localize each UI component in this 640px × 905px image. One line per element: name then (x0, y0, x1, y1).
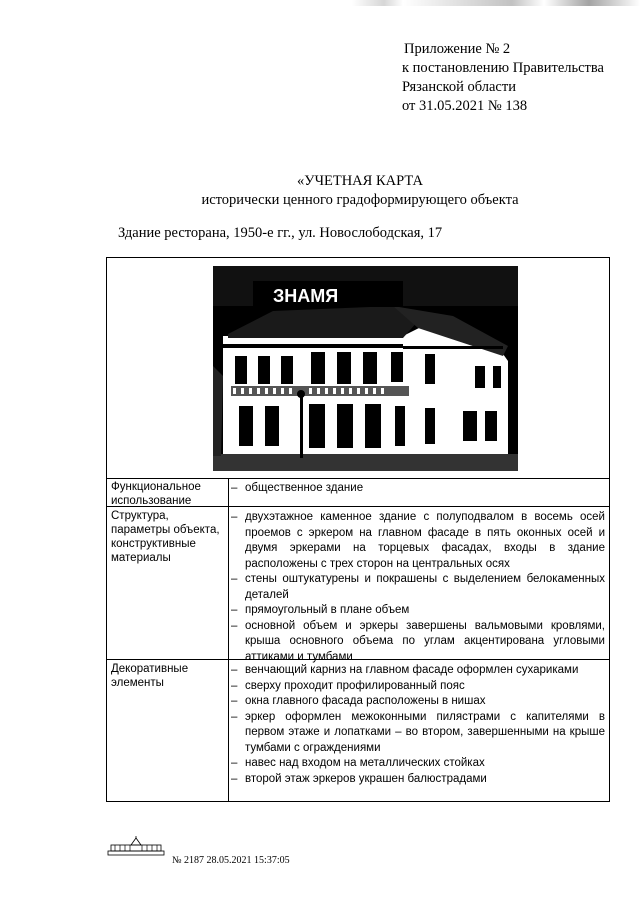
dash-marker: – (231, 511, 238, 523)
item-text: общественное здание (245, 482, 364, 494)
row-items (231, 510, 605, 665)
item-text: эркер оформлен межоконными пилястрами с капителями в первом этаже и лопатками – во втором, завершенными на крыше тумбами с ограждениями (245, 710, 605, 754)
column-divider (228, 478, 229, 506)
item-text: стены оштукатурены и покрашены с выделением белокаменных деталей (245, 573, 605, 601)
row-structure (107, 507, 609, 663)
sign-text: ЗНАМЯ (273, 286, 339, 306)
item-text: сверху проходит профилированный пояс (245, 679, 465, 692)
row-decorative (107, 660, 609, 801)
dash-marker: – (231, 664, 238, 676)
list-item (231, 679, 605, 695)
row-label: Декоративные элементы (111, 663, 189, 689)
list-item (231, 619, 605, 666)
appendix-date: от 31.05.2021 № 138 (402, 98, 528, 114)
dash-marker: – (231, 710, 238, 723)
dash-marker: – (231, 573, 238, 585)
title-line-1: «УЧЕТНАЯ КАРТА (297, 173, 423, 189)
list-item (231, 572, 605, 603)
dash-marker: – (231, 604, 238, 616)
dash-marker: – (231, 482, 238, 494)
dash-marker: – (231, 619, 238, 632)
dash-marker: – (231, 679, 238, 692)
list-item (231, 756, 605, 772)
item-text: венчающий карниз на главном фасаде оформлен сухариками (245, 664, 579, 676)
list-item (231, 481, 605, 497)
list-item (231, 603, 605, 619)
scan-edge (0, 0, 640, 6)
row-label: Структура, параметры объекта, конструктивные материалы (111, 510, 220, 564)
row-label: Функциональное использование (111, 481, 201, 507)
list-item (231, 510, 605, 572)
item-text: основной объем и эркеры завершены вальмовыми кровлями, крыша основного объема по углам акцентирована угловыми аттиками и тумбами (245, 619, 605, 663)
appendix-decree: к постановлению Правительства (402, 60, 604, 76)
column-divider (228, 507, 229, 659)
item-text: навес над входом на металлических стойках (245, 757, 485, 769)
item-text: двухэтажное каменное здание с полуподвалом в восемь осей проемов с эркером на главном фасаде в пять оконных осей и двумя эркерами на торцевых фасадах, входы в здание расположены с трех сторон на центральных осях (245, 511, 605, 570)
title-line-2: исторически ценного градоформирующего объекта (201, 192, 519, 208)
appendix-header (402, 40, 604, 116)
column-divider (228, 660, 229, 801)
dash-marker: – (231, 757, 238, 769)
appendix-region: Рязанской области (402, 79, 516, 95)
item-text: окна главного фасада расположены в нишах (245, 695, 486, 707)
list-item (231, 694, 605, 710)
registration-stamp: № 2187 28.05.2021 15:37:05 (172, 855, 290, 866)
row-functional-use (107, 478, 609, 507)
photo-cell (107, 258, 609, 479)
item-text: второй этаж эркеров украшен балюстрадами (245, 772, 487, 785)
list-item (231, 772, 605, 788)
document-title (150, 172, 570, 210)
dash-marker: – (231, 695, 238, 707)
row-items (231, 663, 605, 787)
list-item (231, 663, 605, 679)
item-text: прямоугольный в плане объем (245, 604, 410, 616)
row-items (231, 481, 605, 497)
record-card-table (106, 257, 610, 802)
appendix-number: Приложение № 2 (404, 41, 511, 57)
government-building-stamp-icon (107, 836, 165, 856)
list-item (231, 710, 605, 757)
dash-marker: – (231, 772, 238, 785)
building-photo (213, 266, 518, 471)
object-name: Здание ресторана, 1950-е гг., ул. Новослободская, 17 (118, 225, 443, 241)
